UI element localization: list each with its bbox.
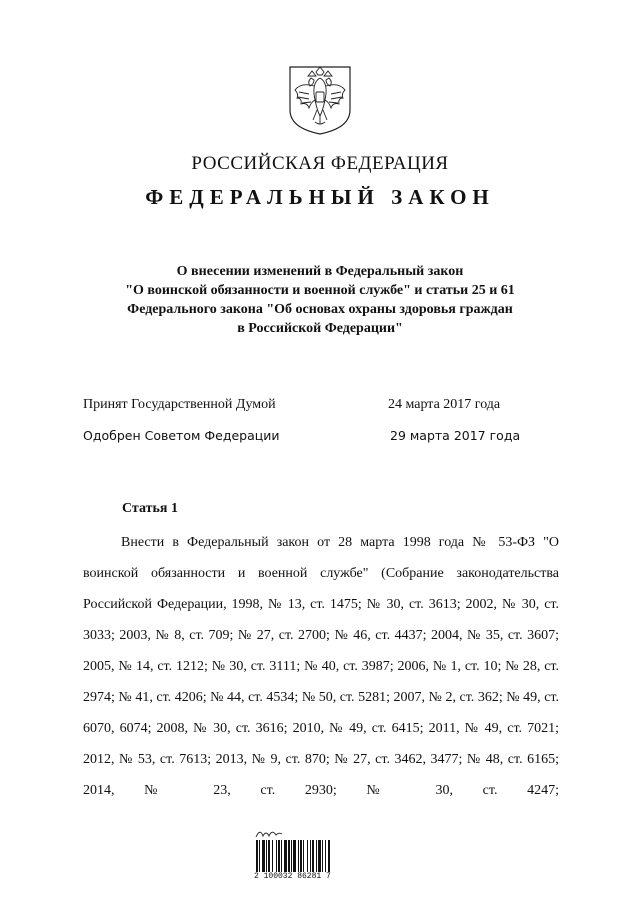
document-type: ФЕДЕРАЛЬНЫЙ ЗАКОН [145, 185, 495, 209]
barcode-bar [322, 840, 323, 872]
approval-date: 29 марта 2017 года [390, 428, 521, 443]
law-title-line: Федерального закона "Об основах охраны здоровья граждан [127, 302, 513, 317]
barcode-number: 2 100032 86281 7 [254, 872, 331, 881]
barcode-bar [293, 840, 296, 872]
barcode-bar [300, 840, 302, 872]
barcode-bar [325, 840, 326, 872]
barcode-bar [281, 840, 282, 872]
barcode-bar [256, 840, 258, 872]
barcode-bar [310, 840, 311, 872]
law-title-line: "О воинской обязанности и военной службе" и статьи 25 и 61 [125, 283, 515, 298]
barcode-bar [318, 840, 321, 872]
barcode-bar [272, 840, 273, 872]
barcode-bar [284, 840, 287, 872]
barcode-bar [328, 840, 330, 872]
barcode-bar [268, 840, 270, 872]
article-heading: Статья 1 [122, 501, 178, 516]
handwritten-mark-icon [254, 826, 284, 840]
barcode-bar [298, 840, 299, 872]
barcode-bar [288, 840, 290, 872]
barcode-block [254, 826, 374, 884]
law-title-line: О внесении изменений в Федеральный закон [176, 264, 464, 279]
barcode-bar [276, 840, 277, 872]
approval-label: Одобрен Советом Федерации [83, 428, 280, 443]
barcode-bar [259, 840, 260, 872]
law-title [60, 262, 580, 338]
russian-coat-of-arms-icon [287, 64, 353, 136]
article-body [83, 527, 559, 806]
barcode-icon [254, 840, 374, 872]
barcode-bar [266, 840, 267, 872]
barcode-bar [312, 840, 314, 872]
adoption-label: Принят Государственной Думой [83, 397, 276, 412]
barcode-bar [291, 840, 292, 872]
country-name: РОССИЙСКАЯ ФЕДЕРАЦИЯ [191, 153, 449, 174]
barcode-bar [307, 840, 308, 872]
adoption-date: 24 марта 2017 года [388, 397, 501, 412]
barcode-bar [262, 840, 265, 872]
barcode-bar [316, 840, 317, 872]
barcode-bar [278, 840, 280, 872]
law-title-line: в Российской Федерации" [237, 321, 403, 336]
barcode-bar [303, 840, 304, 872]
article-paragraph: Внести в Федеральный закон от 28 марта 1998 года № 53-ФЗ "О воинской обязанности и военной службе" (Собрание законодательства Российской Федерации, 1998, № 13, ст. 1475; № 30, ст. 3613; 2002, № 30, ст. 3033; 2003, № 8, ст. 709; № 27, ст. 2700; № 46, ст. 4437; 2004, № 35, ст. 3607; 2005, № 14, ст. 1212; № 30, ст. 3111; № 40, ст. 3987; 2006, № 1, ст. 10; № 28, ст. 2974; № 41, ст. 4206; № 44, ст. 4534; № 50, ст. 5281; 2007, № 2, ст. 362; № 49, ст. 6070, 6074; 2008, № 30, ст. 3616; 2010, № 49, ст. 6415; 2011, № 49, ст. 7021; 2012, № 53, ст. 7613; 2013, № 9, ст. 870; № 27, ст. 3462, 3477; № 48, ст. 6165; 2014, № 23, ст. 2930; № 30, ст. 4247; [83, 535, 559, 798]
